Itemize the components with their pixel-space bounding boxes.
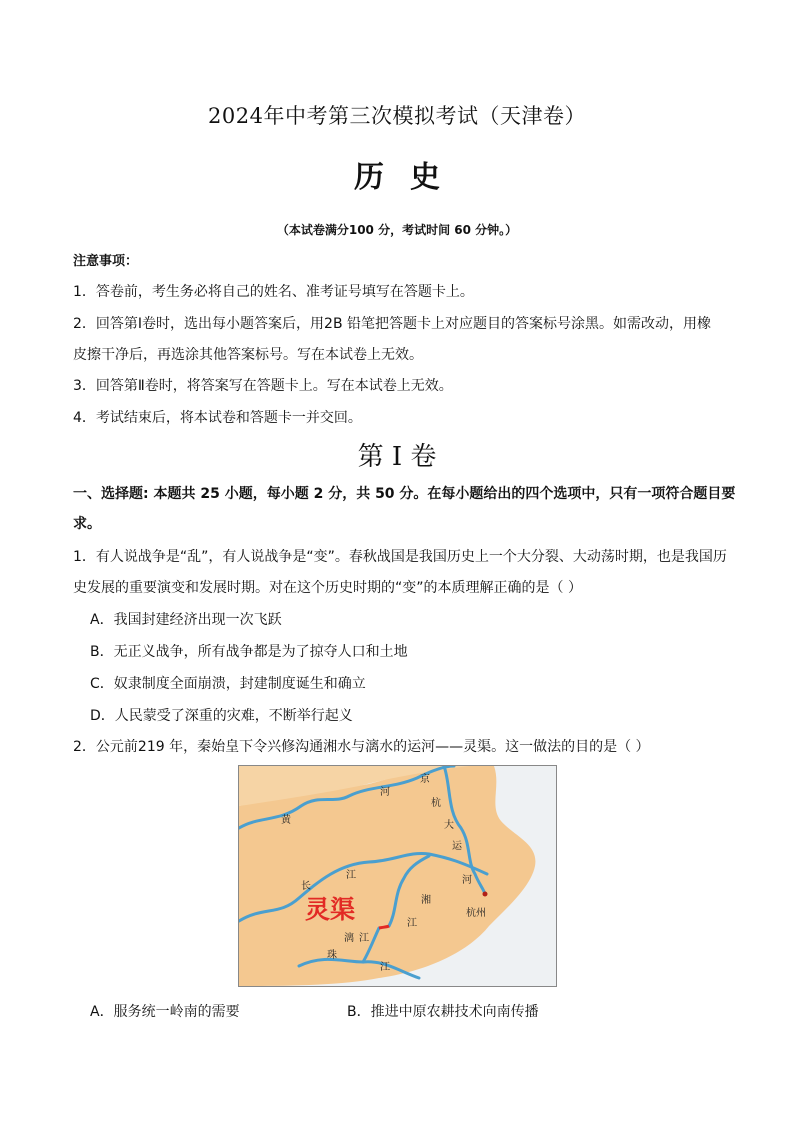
section-instruction: 一、选择题: 本题共 25 小题，每小题 2 分，共 50 分。在每小题给出的四个选项中，只有一项符合题目要: [73, 486, 736, 502]
label-jiang-yangtze: 江: [346, 870, 356, 881]
subject-title: 历史: [354, 160, 466, 195]
section-instruction-cont: 求。: [73, 516, 101, 532]
map-svg: [239, 766, 556, 986]
label-huang: 黄: [281, 815, 291, 826]
note-item: 4．考试结束后，将本试卷和答题卡一并交回。: [73, 410, 362, 426]
label-jing: 京: [420, 774, 430, 785]
section-title: 第 I 卷: [357, 442, 437, 472]
exam-info: （本试卷满分100 分，考试时间 60 分钟。）: [276, 223, 518, 237]
label-li: 漓: [344, 933, 354, 944]
label-zhu: 珠: [327, 950, 337, 961]
label-yun: 运: [452, 841, 462, 852]
label-he-yellow: 河: [380, 787, 390, 798]
question-1-stem-cont: 史发展的重要演变和发展时期。对在这个历史时期的“变”的本质理解正确的是（ ）: [73, 580, 582, 596]
lingqu-map: [238, 765, 557, 987]
question-1-option-d: D．人民蒙受了深重的灾难，不断举行起义: [90, 708, 353, 724]
question-1-option-a: A．我国封建经济出现一次飞跃: [90, 612, 282, 628]
label-da: 大: [444, 820, 454, 831]
question-2-option-b: B．推进中原农耕技术向南传播: [347, 1004, 539, 1020]
note-item: 2．回答第Ⅰ卷时，选出每小题答案后，用2B 铅笔把答题卡上对应题目的答案标号涂黑。如需改动，用橡: [73, 316, 711, 332]
note-item: 皮擦干净后，再选涂其他答案标号。写在本试卷上无效。: [73, 347, 423, 363]
label-jiang-xiang: 江: [407, 918, 417, 929]
label-hang: 杭: [431, 798, 441, 809]
question-1-option-b: B．无正义战争，所有战争都是为了掠夺人口和土地: [90, 644, 408, 660]
question-1-option-c: C．奴隶制度全面崩溃，封建制度诞生和确立: [90, 676, 366, 692]
note-item: 3．回答第Ⅱ卷时，将答案写在答题卡上。写在本试卷上无效。: [73, 378, 453, 394]
label-chang: 长: [301, 881, 311, 892]
question-1-stem: 1．有人说战争是“乱”，有人说战争是“变”。春秋战国是我国历史上一个大分裂、大动荡时期，也是我国历: [73, 549, 727, 565]
lingqu-canal: [379, 926, 389, 928]
question-2-stem: 2．公元前219 年，秦始皇下令兴修沟通湘水与漓水的运河——灵渠。这一做法的目的是（ ）: [73, 739, 650, 755]
notes-heading: 注意事项：: [73, 254, 139, 269]
hangzhou-marker: [483, 892, 488, 897]
label-jiang-li: 江: [359, 933, 369, 944]
label-xiang: 湘: [421, 895, 431, 906]
exam-title: 2024年中考第三次模拟考试（天津卷）: [208, 104, 586, 128]
label-hangzhou: 杭州: [466, 908, 486, 919]
label-he-canal: 河: [462, 875, 472, 886]
label-lingqu: 灵渠: [305, 895, 356, 924]
note-item: 1．答卷前，考生务必将自己的姓名、准考证号填写在答题卡上。: [73, 284, 474, 300]
label-jiang-pearl: 江: [380, 962, 390, 973]
question-2-option-a: A．服务统一岭南的需要: [90, 1004, 240, 1020]
